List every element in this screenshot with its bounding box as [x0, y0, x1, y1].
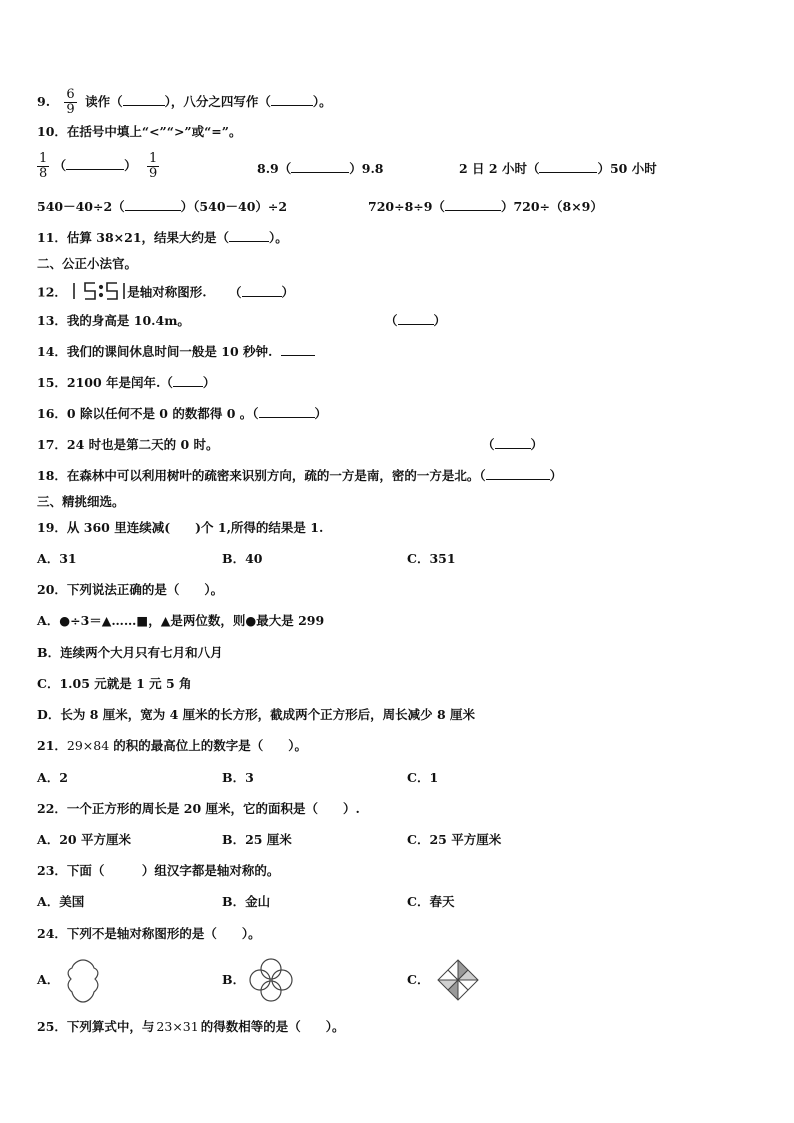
- question-23: 23．下面（ ）组汉字都是轴对称的。: [37, 863, 280, 878]
- option-a[interactable]: A．: [37, 972, 60, 987]
- option-a[interactable]: A．2: [37, 770, 68, 785]
- question-11: 11．估算 38×21，结果大约是（ ）。: [37, 230, 288, 245]
- question-22: 22．一个正方形的周长是 20 厘米，它的面积是（ ）.: [37, 801, 360, 816]
- q17-answer: （ ）: [482, 437, 544, 452]
- question-25: 25．下列算式中，与 23×31 的得数相等的是（ ）。: [37, 1019, 345, 1034]
- answer-blank[interactable]: [281, 344, 315, 356]
- option-b[interactable]: B．40: [222, 551, 263, 566]
- answer-blank[interactable]: [291, 161, 349, 173]
- question-10: 10．在括号中填上“<”“>”或“=”。: [37, 124, 242, 139]
- option-b[interactable]: B．金山: [222, 894, 271, 909]
- question-number: 9.: [37, 94, 51, 109]
- q13-answer: （ ）: [385, 313, 447, 328]
- answer-blank[interactable]: [259, 406, 315, 418]
- question-24: 24．下列不是轴对称图形的是（ ）。: [37, 926, 261, 941]
- answer-blank[interactable]: [445, 199, 501, 211]
- answer-blank[interactable]: [229, 230, 269, 242]
- q10-compare-a: $\frac{1}{8}$ （ ） $\frac{1}{9}$: [39, 151, 158, 181]
- option-a[interactable]: A．31: [37, 551, 77, 566]
- q10-compare-e: 720÷8÷9（ ）720÷（8×9）: [368, 199, 603, 214]
- question-14: 14．我们的课间休息时间一般是 10 秒钟.: [37, 344, 315, 360]
- answer-blank[interactable]: [495, 437, 531, 449]
- question-18: 18．在森林中可以利用树叶的疏密来识别方向，疏的一方是南，密的一方是北。（ ）: [37, 468, 563, 483]
- question-9: 9. $\frac{6}{9}$ 读作（ ），八分之四写作（ ）。: [37, 87, 332, 117]
- option-c[interactable]: C．25 平方厘米: [407, 832, 502, 847]
- question-21: 21．29×84 的积的最高位上的数字是（ ）。: [37, 738, 307, 753]
- answer-blank[interactable]: [173, 375, 203, 387]
- answer-blank[interactable]: [242, 285, 282, 297]
- fraction-six-ninths: $\frac{6}{9}$: [66, 87, 75, 117]
- q10-compare-d: 540－40÷2（ ）（540－40）÷2: [37, 199, 288, 214]
- section-2-heading: 二、公正小法官。: [37, 256, 138, 271]
- q10-compare-c: 2 日 2 小时（ ）50 小时: [459, 161, 657, 176]
- option-b[interactable]: B．3: [222, 770, 254, 785]
- option-c[interactable]: C．1: [407, 770, 439, 785]
- option-a[interactable]: A．20 平方厘米: [37, 832, 131, 847]
- section-3-heading: 三、精挑细选。: [37, 494, 125, 509]
- option-b[interactable]: B．连续两个大月只有七月和八月: [37, 645, 223, 660]
- answer-blank[interactable]: [66, 158, 124, 170]
- answer-blank[interactable]: [125, 199, 181, 211]
- question-19: 19．从 360 里连续减( )个 1,所得的结果是 1.: [37, 520, 324, 535]
- fraction-one-eighth: $\frac{1}{8}$: [39, 151, 48, 181]
- option-b[interactable]: B．25 厘米: [222, 832, 292, 847]
- option-d[interactable]: D．长为 8 厘米，宽为 4 厘米的长方形，截成两个正方形后，周长减少 8 厘米: [37, 707, 476, 722]
- q10-compare-b: 8.9（ ）9.8: [257, 161, 384, 176]
- option-a[interactable]: A．美国: [37, 894, 85, 909]
- pinwheel-icon: [434, 956, 482, 1007]
- ornament-shape-icon: [64, 958, 102, 1007]
- option-c[interactable]: C．1.05 元就是 1 元 5 角: [37, 676, 192, 691]
- option-a[interactable]: A．●÷3＝▲……■，▲是两位数，则●最大是 299: [37, 613, 325, 628]
- question-16: 16．0 除以任何不是 0 的数都得 0 。（ ）: [37, 406, 328, 421]
- fraction-one-ninth: $\frac{1}{9}$: [149, 151, 158, 181]
- answer-blank[interactable]: [398, 313, 434, 325]
- option-c[interactable]: C．春天: [407, 894, 455, 909]
- question-20: 20．下列说法正确的是（ ）。: [37, 582, 224, 597]
- question-13: 13．我的身高是 10.4m。: [37, 313, 190, 328]
- question-17: 17．24 时也是第二天的 0 时。: [37, 437, 219, 452]
- option-b[interactable]: B．: [222, 972, 246, 987]
- answer-blank[interactable]: [123, 94, 165, 106]
- question-15: 15．2100 年是闰年.（ ）: [37, 375, 216, 390]
- answer-blank[interactable]: [271, 94, 313, 106]
- answer-blank[interactable]: [539, 161, 597, 173]
- digital-clock-image: [71, 281, 127, 305]
- option-c[interactable]: C．351: [407, 551, 456, 566]
- question-12: 12． 是轴对称图形. （ ）: [37, 281, 294, 305]
- four-petal-flower-icon: [248, 957, 294, 1006]
- option-c[interactable]: C．: [407, 972, 430, 987]
- answer-blank[interactable]: [486, 468, 550, 480]
